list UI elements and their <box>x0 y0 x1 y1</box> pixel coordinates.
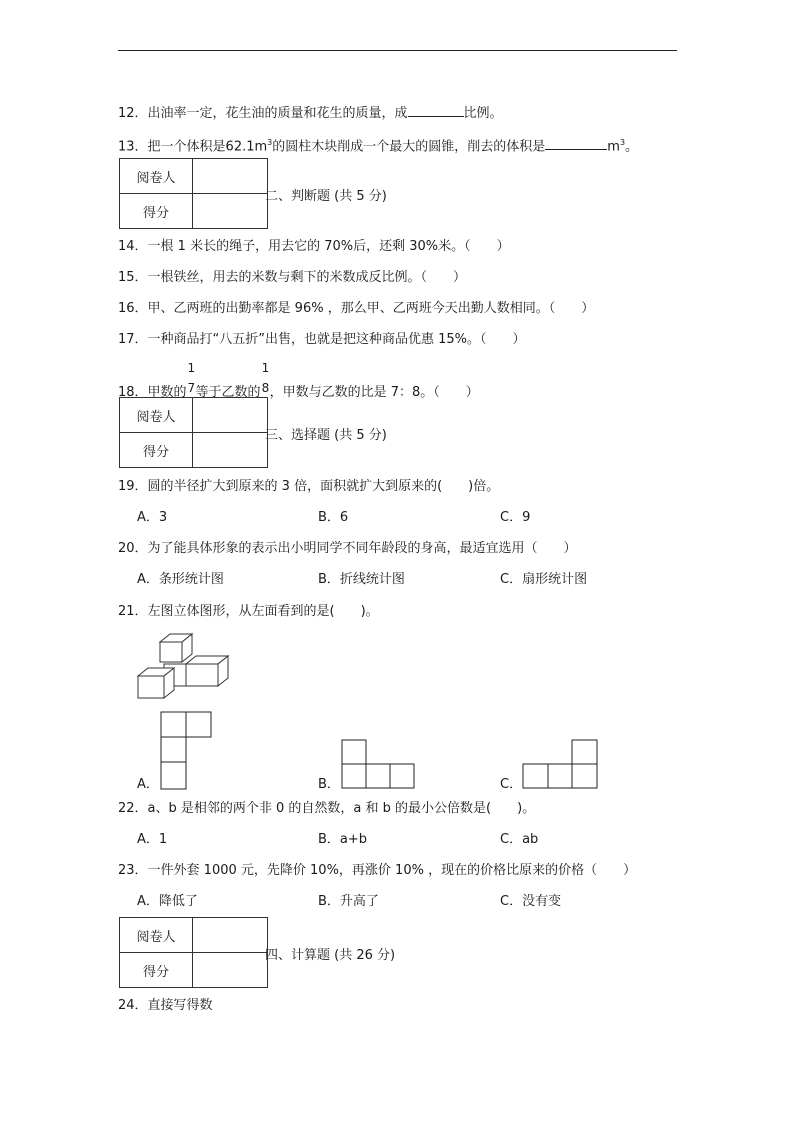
score-cell[interactable] <box>193 194 268 229</box>
score-table <box>119 917 268 988</box>
question-20: 20．为了能具体形象的表示出小明同学不同年龄段的身高，最适宜选用（ ） <box>118 541 577 556</box>
question-13 <box>118 135 638 155</box>
q12-stem: 12．出油率一定，花生油的质量和花生的质量，成 <box>118 106 408 121</box>
header-rule <box>118 50 677 51</box>
option-c[interactable]: C．没有变 <box>500 894 562 909</box>
q18-stem: 18．甲数的 <box>118 385 187 400</box>
option-c[interactable]: C．扇形统计图 <box>500 572 588 587</box>
option-b[interactable]: B．升高了 <box>318 894 379 909</box>
section-title-judgement: 二、判断题 (共 5 分) <box>265 189 387 204</box>
reviewer-label: 阅卷人 <box>120 398 193 433</box>
fraction-numerator: 1 <box>261 361 270 375</box>
q13-stem: 13．把一个体积是62.1m <box>118 139 268 155</box>
score-label: 得分 <box>120 194 193 229</box>
score-cell[interactable] <box>193 433 268 468</box>
option-b[interactable]: B．a+b <box>318 832 368 847</box>
question-16: 16．甲、乙两班的出勤率都是 96% ，那么甲、乙两班今天出勤人数相同。（ ） <box>118 301 595 316</box>
option-a[interactable]: A．1 <box>137 832 168 847</box>
superscript: 3 <box>619 138 626 147</box>
option-a[interactable]: A．条形统计图 <box>137 572 224 587</box>
reviewer-cell[interactable] <box>193 159 268 194</box>
option-c-view <box>522 739 600 791</box>
question-12 <box>118 104 503 122</box>
option-b[interactable]: B．6 <box>318 510 349 525</box>
fraction-denominator: 7 <box>187 381 196 395</box>
question-19: 19．圆的半径扩大到原来的 3 倍，面积就扩大到原来的( )倍。 <box>118 479 500 494</box>
reviewer-cell[interactable] <box>193 918 268 953</box>
option-c[interactable]: C． <box>500 777 523 792</box>
unit: m <box>607 139 620 155</box>
question-14: 14．一根 1 米长的绳子，用去它的 70%后，还剩 30%米。（ ） <box>118 239 510 254</box>
option-c[interactable]: C．9 <box>500 510 531 525</box>
question-15: 15．一根铁丝，用去的米数与剩下的米数成反比例。（ ） <box>118 270 467 285</box>
option-b[interactable]: B． <box>318 777 340 792</box>
score-table <box>119 158 268 229</box>
reviewer-label: 阅卷人 <box>120 918 193 953</box>
option-a[interactable]: A．降低了 <box>137 894 198 909</box>
option-b[interactable]: B．折线统计图 <box>318 572 405 587</box>
score-table <box>119 397 268 468</box>
fraction <box>261 361 270 396</box>
option-b-view <box>341 739 417 791</box>
option-a[interactable]: A．3 <box>137 510 168 525</box>
fraction-numerator: 1 <box>187 361 196 375</box>
q18-tail: ，甲数与乙数的比是 7：8。（ ） <box>269 385 479 400</box>
question-23: 23．一件外套 1000 元，先降价 10%，再涨价 10% ，现在的价格比原来的价格（ ） <box>118 863 637 878</box>
score-label: 得分 <box>120 433 193 468</box>
section-title-choice: 三、选择题 (共 5 分) <box>265 428 387 443</box>
question-17: 17．一种商品打“八五折”出售，也就是把这种商品优惠 15%。（ ） <box>118 332 526 347</box>
question-21: 21．左图立体图形，从左面看到的是( )。 <box>118 604 379 619</box>
option-c[interactable]: C．ab <box>500 832 539 847</box>
option-a[interactable]: A． <box>137 777 159 792</box>
cube-stack-figure <box>136 632 232 704</box>
reviewer-label: 阅卷人 <box>120 159 193 194</box>
option-a-view <box>160 711 214 791</box>
question-22: 22．a、b 是相邻的两个非 0 的自然数，a 和 b 的最小公倍数是( )。 <box>118 801 536 816</box>
question-24: 24．直接写得数 <box>118 998 213 1013</box>
score-label: 得分 <box>120 953 193 988</box>
q13-mid: 的圆柱木块削成一个最大的圆锥，削去的体积是 <box>272 139 546 155</box>
score-cell[interactable] <box>193 953 268 988</box>
section-title-calculation: 四、计算题 (共 26 分) <box>265 948 396 963</box>
q12-tail: 比例。 <box>463 106 503 121</box>
q13-tail: 。 <box>625 139 639 155</box>
superscript: 3 <box>267 138 273 147</box>
answer-blank[interactable] <box>545 137 607 150</box>
q18-mid: 等于乙数的 <box>195 385 261 400</box>
reviewer-cell[interactable] <box>193 398 268 433</box>
answer-blank[interactable] <box>408 104 464 117</box>
fraction-denominator: 8 <box>261 381 270 395</box>
fraction <box>187 361 196 396</box>
